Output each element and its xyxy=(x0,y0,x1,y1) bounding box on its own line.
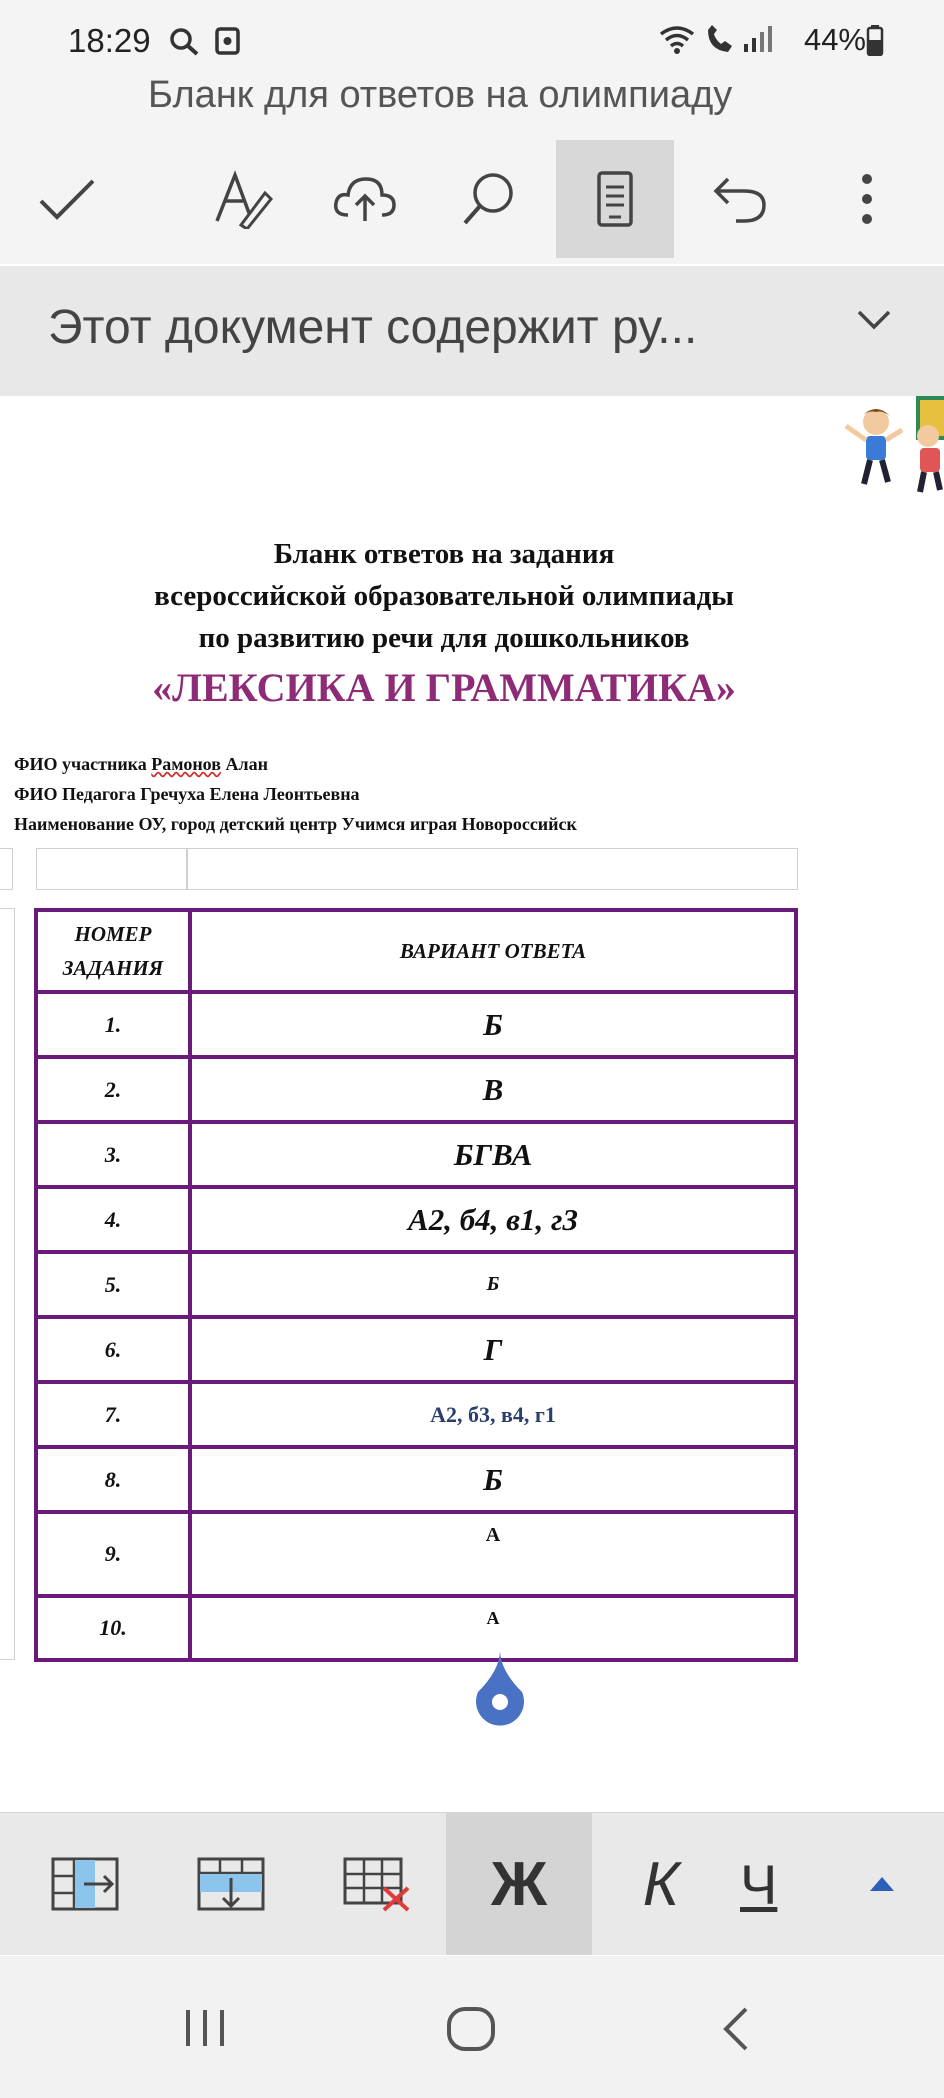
participant-surname: Рамонов xyxy=(151,754,221,774)
table-row[interactable] xyxy=(36,1252,796,1317)
table-row[interactable] xyxy=(36,992,796,1057)
document-canvas[interactable] xyxy=(0,396,944,1808)
organization-line: Наименование ОУ, город детский центр Учимся играя Новороссийск xyxy=(14,814,577,834)
search-status-icon xyxy=(168,26,202,56)
top-toolbar xyxy=(0,140,944,264)
battery-icon xyxy=(866,24,884,56)
mobile-view-icon xyxy=(595,171,635,227)
teacher-line: ФИО Педагога Гречуха Елена Леонтьевна xyxy=(14,784,360,804)
heading-line-2: всероссийской образовательной олимпиады xyxy=(154,580,734,612)
bold-label: Ж xyxy=(490,1849,548,1919)
insert-row-icon xyxy=(196,1856,266,1912)
task-number-cell[interactable]: 3. xyxy=(36,1122,190,1187)
recent-apps-icon[interactable] xyxy=(182,2008,228,2048)
format-toolbar xyxy=(0,1812,944,1955)
answer-cell[interactable]: Б xyxy=(190,1252,796,1317)
answer-cell[interactable]: Г xyxy=(190,1317,796,1382)
save-cloud-button[interactable] xyxy=(306,140,424,258)
call-signal-icon xyxy=(704,24,774,56)
participant-label: ФИО участника xyxy=(14,754,147,774)
task-number-cell[interactable]: 6. xyxy=(36,1317,190,1382)
insert-column-button[interactable] xyxy=(12,1813,158,1955)
edit-text-button[interactable] xyxy=(184,140,302,258)
answer-cell[interactable]: А2, б4, в1, г3 xyxy=(190,1187,796,1252)
mobile-view-button[interactable] xyxy=(556,140,674,258)
task-number-cell[interactable]: 9. xyxy=(36,1512,190,1596)
task-number-cell[interactable]: 4. xyxy=(36,1187,190,1252)
answer-cell[interactable]: А xyxy=(190,1512,796,1596)
header-task-number: НОМЕР ЗАДАНИЯ xyxy=(36,910,190,992)
answer-cell[interactable]: В xyxy=(190,1057,796,1122)
header-answer-variant: ВАРИАНТ ОТВЕТА xyxy=(190,910,796,992)
checkmark-icon xyxy=(37,175,97,223)
heading-line-1: Бланк ответов на задания xyxy=(273,538,615,570)
underline-button[interactable] xyxy=(740,1813,820,1955)
table-header-row xyxy=(36,910,796,992)
empty-grid-cell xyxy=(0,848,13,890)
document-title: Бланк для ответов на олимпиаду xyxy=(148,74,798,130)
more-options-button[interactable] xyxy=(808,140,926,258)
bold-button[interactable] xyxy=(446,1813,592,1955)
back-icon[interactable] xyxy=(720,2006,750,2052)
table-row[interactable] xyxy=(36,1596,796,1660)
status-time: 18:29 xyxy=(68,22,151,59)
participant-line xyxy=(14,754,268,775)
table-row[interactable] xyxy=(36,1382,796,1447)
task-number-cell[interactable]: 2. xyxy=(36,1057,190,1122)
insert-column-icon xyxy=(50,1856,120,1912)
wifi-icon xyxy=(658,22,696,56)
answer-cell[interactable]: А xyxy=(190,1596,796,1660)
undo-button[interactable] xyxy=(680,140,798,258)
done-button[interactable] xyxy=(8,140,126,258)
kids-illustration xyxy=(836,396,944,506)
heading-line-3: по развитию речи для дошкольников xyxy=(198,622,690,654)
italic-button[interactable] xyxy=(588,1813,734,1955)
search-icon xyxy=(459,169,519,229)
table-row[interactable] xyxy=(36,1447,796,1512)
home-icon[interactable] xyxy=(446,2006,496,2052)
task-number-cell[interactable]: 5. xyxy=(36,1252,190,1317)
underline-label: Ч xyxy=(740,1852,778,1916)
text-edit-icon xyxy=(213,169,273,229)
system-nav-bar xyxy=(0,1956,944,2098)
task-number-cell[interactable]: 10. xyxy=(36,1596,190,1660)
document-notice-bar[interactable] xyxy=(0,266,944,396)
delete-cells-icon xyxy=(342,1856,412,1912)
table-row[interactable] xyxy=(36,1187,796,1252)
answer-cell[interactable]: Б xyxy=(190,992,796,1057)
chevron-down-icon[interactable] xyxy=(856,308,892,332)
italic-label: К xyxy=(642,1849,680,1919)
answer-cell[interactable]: Б xyxy=(190,1447,796,1512)
task-number-cell[interactable]: 8. xyxy=(36,1447,190,1512)
left-grid-column xyxy=(0,908,15,1660)
empty-grid-cell xyxy=(36,848,188,890)
insert-row-button[interactable] xyxy=(158,1813,304,1955)
task-number-cell[interactable]: 7. xyxy=(36,1382,190,1447)
find-button[interactable] xyxy=(430,140,548,258)
table-row[interactable] xyxy=(36,1512,796,1596)
empty-grid-cell xyxy=(186,848,798,890)
undo-icon xyxy=(710,173,768,225)
answer-cell[interactable]: БГВА xyxy=(190,1122,796,1187)
caret-up-icon xyxy=(868,1875,896,1893)
cursor-handle-icon[interactable] xyxy=(470,1648,530,1728)
table-row[interactable] xyxy=(36,1317,796,1382)
notice-text: Этот документ содержит ру... xyxy=(48,301,698,354)
heading-accent: «ЛЕКСИКА И ГРАММАТИКА» xyxy=(152,665,736,710)
screenshot-status-icon xyxy=(214,26,242,56)
answers-table[interactable] xyxy=(34,908,798,1662)
cloud-upload-icon xyxy=(332,173,398,225)
expand-toolbar-button[interactable] xyxy=(820,1813,944,1955)
battery-percent: 44% xyxy=(803,22,866,57)
more-vertical-icon xyxy=(860,173,874,225)
participant-first-name: Алан xyxy=(225,754,268,774)
task-number-cell[interactable]: 1. xyxy=(36,992,190,1057)
table-row[interactable] xyxy=(36,1057,796,1122)
answer-cell[interactable]: А2, б3, в4, г1 xyxy=(190,1382,796,1447)
delete-table-cells-button[interactable] xyxy=(304,1813,450,1955)
table-row[interactable] xyxy=(36,1122,796,1187)
